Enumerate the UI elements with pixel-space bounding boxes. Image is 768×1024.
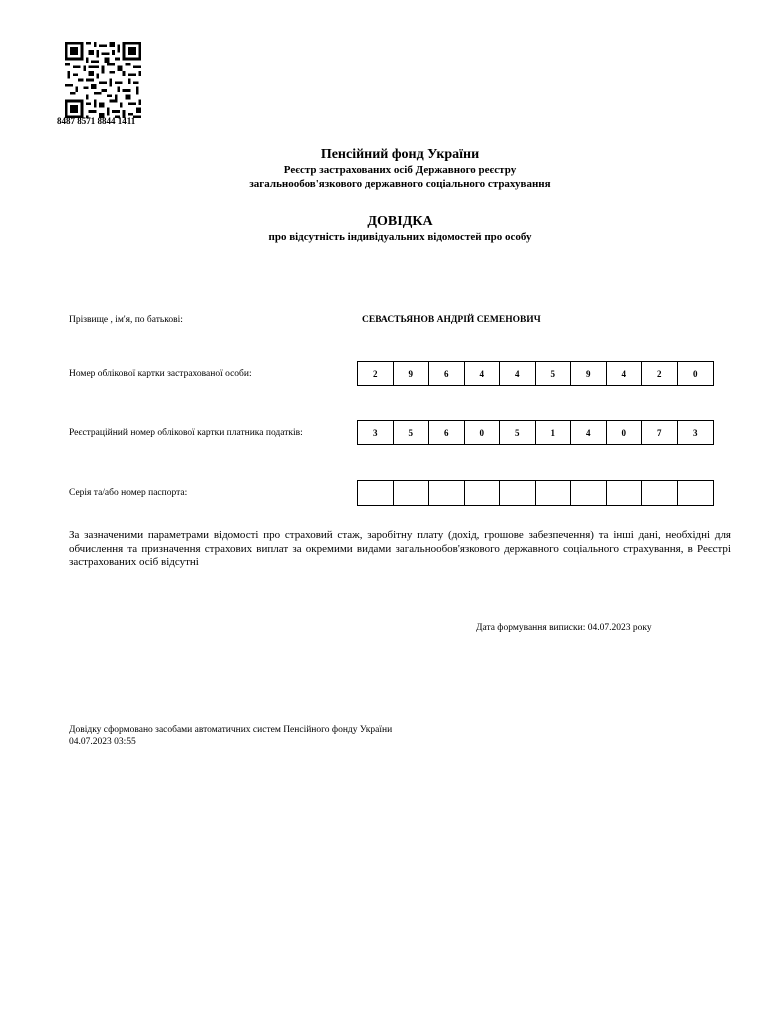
organization-title: Пенсійний фонд України (320, 147, 480, 162)
registry-line-2: загальнообов'язкового державного соціального страхування (249, 178, 551, 190)
tax-digit: 1 (536, 421, 572, 444)
tax-digit: 5 (500, 421, 536, 444)
passport-cell (465, 481, 501, 505)
name-value: СЕВАСТЬЯНОВ АНДРІЙ СЕМЕНОВИЧ (362, 315, 541, 325)
passport-cell (394, 481, 430, 505)
registry-line-1: Реєстр застрахованих осіб Державного реєстру (283, 164, 517, 176)
extract-date: Дата формування виписки: 04.07.2023 року (476, 623, 652, 633)
passport-cell (536, 481, 572, 505)
tax-digit: 6 (429, 421, 465, 444)
card-digit: 4 (465, 362, 501, 385)
footer-generated-by: Довідку сформовано засобами автоматичних систем Пенсійного фонду України (69, 725, 393, 735)
card-digit: 5 (536, 362, 572, 385)
tax-number-label: Реєстраційний номер облікової картки платника податків: (69, 428, 303, 438)
passport-label: Серія та/або номер паспорта: (69, 488, 188, 498)
statement-text: За зазначеними параметрами відомості про страховий стаж, заробітну плату (дохід, грошове забезпечення) та інші дані, необхідні для обчислення та призначення страхових виплат за окремими видами загальнообов'язкового державного соціального страхування, в Реєстрі застрахованих осіб відсутні (69, 529, 731, 568)
card-digit: 6 (429, 362, 465, 385)
passport-cell (607, 481, 643, 505)
tax-digit: 5 (394, 421, 430, 444)
qr-code-number: 8487 8571 8844 1411 (57, 116, 136, 126)
document-title: ДОВІДКА (367, 214, 433, 229)
passport-cell (500, 481, 536, 505)
card-digit: 0 (693, 368, 698, 379)
tax-digit: 7 (642, 421, 678, 444)
tax-digit: 0 (607, 421, 643, 444)
card-number-label: Номер облікової картки застрахованої особи: (69, 369, 252, 379)
document-subtitle: про відсутність індивідуальних відомостей про особу (268, 231, 532, 243)
tax-number-cells (357, 420, 714, 445)
passport-cells (357, 480, 714, 506)
passport-cell (678, 481, 714, 505)
tax-digit: 4 (571, 421, 607, 444)
tax-digit: 3 (693, 427, 698, 438)
passport-cell (642, 481, 678, 505)
card-digit: 2 (642, 362, 678, 385)
card-digit: 9 (394, 362, 430, 385)
card-digit: 2 (358, 362, 394, 385)
card-digit: 4 (607, 362, 643, 385)
passport-cell (429, 481, 465, 505)
tax-digit: 3 (358, 421, 394, 444)
card-number-cells (357, 361, 714, 386)
card-digit: 9 (571, 362, 607, 385)
tax-digit: 0 (465, 421, 501, 444)
passport-cell (571, 481, 607, 505)
footer-timestamp: 04.07.2023 03:55 (69, 737, 136, 747)
name-label: Прізвище , ім'я, по батькові: (69, 315, 183, 325)
qr-code-icon (64, 42, 142, 118)
card-digit: 4 (500, 362, 536, 385)
passport-cell (358, 481, 394, 505)
